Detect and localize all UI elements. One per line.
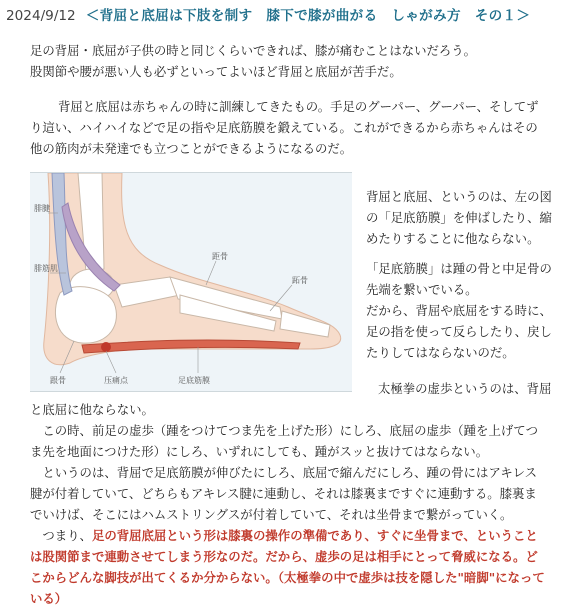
text-line: の「足底筋膜」を伸ばしたり、縮 <box>366 210 552 225</box>
foot-anatomy-figure <box>30 172 352 392</box>
label-bone-top: 距骨 <box>212 252 228 261</box>
text-line: この時、前足の虚歩（踵をつけてつま先を上げた形）にしろ、底屈の虚歩（踵を上げてつ <box>30 423 539 438</box>
text-line: 腱が付着していて、どちらもアキレス腱に連動し、それは膝裏まですぐに連動する。膝裏ま <box>30 486 537 501</box>
post-title <box>6 6 576 26</box>
text-line: めたりすることに他ならない。 <box>366 231 540 246</box>
plain-text: つまり、 <box>30 528 92 543</box>
text-line: 足の指を使って反らしたり、戻し <box>366 324 552 339</box>
paragraph-1 <box>30 40 552 82</box>
text-line: ま先を地面につけた形）にしろ、いずれにしても、踵がスッと抜けてはならない。 <box>30 444 489 459</box>
pressure-point-marker <box>101 342 111 352</box>
highlight-text: こからどんな脚技が出てくるか分からない。（太極拳の中で虚歩は技を隠した"暗脚"になって <box>30 570 545 585</box>
foot-illustration <box>30 173 352 391</box>
post-date: 2024/9/12 <box>6 8 76 24</box>
text-line: り這い、ハイハイなどで足の指や足底筋膜を鍛えている。これができるから赤ちゃんはその <box>30 120 538 135</box>
text-line <box>30 525 574 546</box>
label-tendon: 腓腱 <box>34 204 50 213</box>
text-line: 先端を繋いでいる。 <box>366 282 478 297</box>
paragraph-3 <box>30 378 574 609</box>
label-pressure-point: 压痛点 <box>104 376 128 385</box>
side-text-1 <box>366 186 574 249</box>
text-line: 太極拳の虚歩というのは、背屈 <box>378 381 552 396</box>
label-plantar-fascia: 足底筋膜 <box>178 376 210 385</box>
highlight-text: は股関節まで連動させてしまう形なのだ。だから、虚歩の足は相手にとって脅威になる。ど <box>30 549 538 564</box>
text-line: と底屈に他ならない。 <box>30 402 154 417</box>
side-text-2 <box>366 258 574 363</box>
text-line: たりしてはならないのだ。 <box>366 345 515 360</box>
text-line: 背屈と底屈は赤ちゃんの時に訓練してきたもの。手足のグーパー、グーパー、そしてず <box>58 99 539 114</box>
text-line: 背屈と底屈、というのは、左の図 <box>366 189 552 204</box>
label-heel: 跟骨 <box>50 376 66 385</box>
text-line: 他の筋肉が未発達でも立つことができるようになるのだ。 <box>30 141 353 156</box>
text-line: 股関節や腰が悪い人も必ずといってよいほど背屈と底屈が苦手だ。 <box>30 64 402 79</box>
highlight-text: 足の背屈底屈という形は膝裏の操作の準備であり、すぐに坐骨まで、ということ <box>91 528 538 543</box>
text-line: 足の背屈・底屈が子供の時と同じくらいできれば、膝が痛むことはないだろう。 <box>30 43 477 58</box>
text-line: だから、背屈や底屈をする時に、 <box>366 303 552 318</box>
text-line: というのは、背屈で足底筋膜が伸びたにしろ、底屈で縮んだにしろ、踵の骨にはアキレス <box>30 465 538 480</box>
label-calf-muscle: 腓筋肌 <box>34 264 58 273</box>
highlight-text: いる） <box>30 591 68 606</box>
text-line: でいけば、そこにはハムストリングスが付着していて、それは坐骨まで繋がっていく。 <box>30 507 513 522</box>
paragraph-2 <box>30 96 552 159</box>
text-line: 「足底筋膜」は踵の骨と中足骨の <box>366 261 552 276</box>
label-bone-right: 跖骨 <box>292 276 308 285</box>
post-heading: ＜背屈と底屈は下肢を制す 膝下で膝が曲がる しゃがみ方 その１＞ <box>85 8 531 24</box>
